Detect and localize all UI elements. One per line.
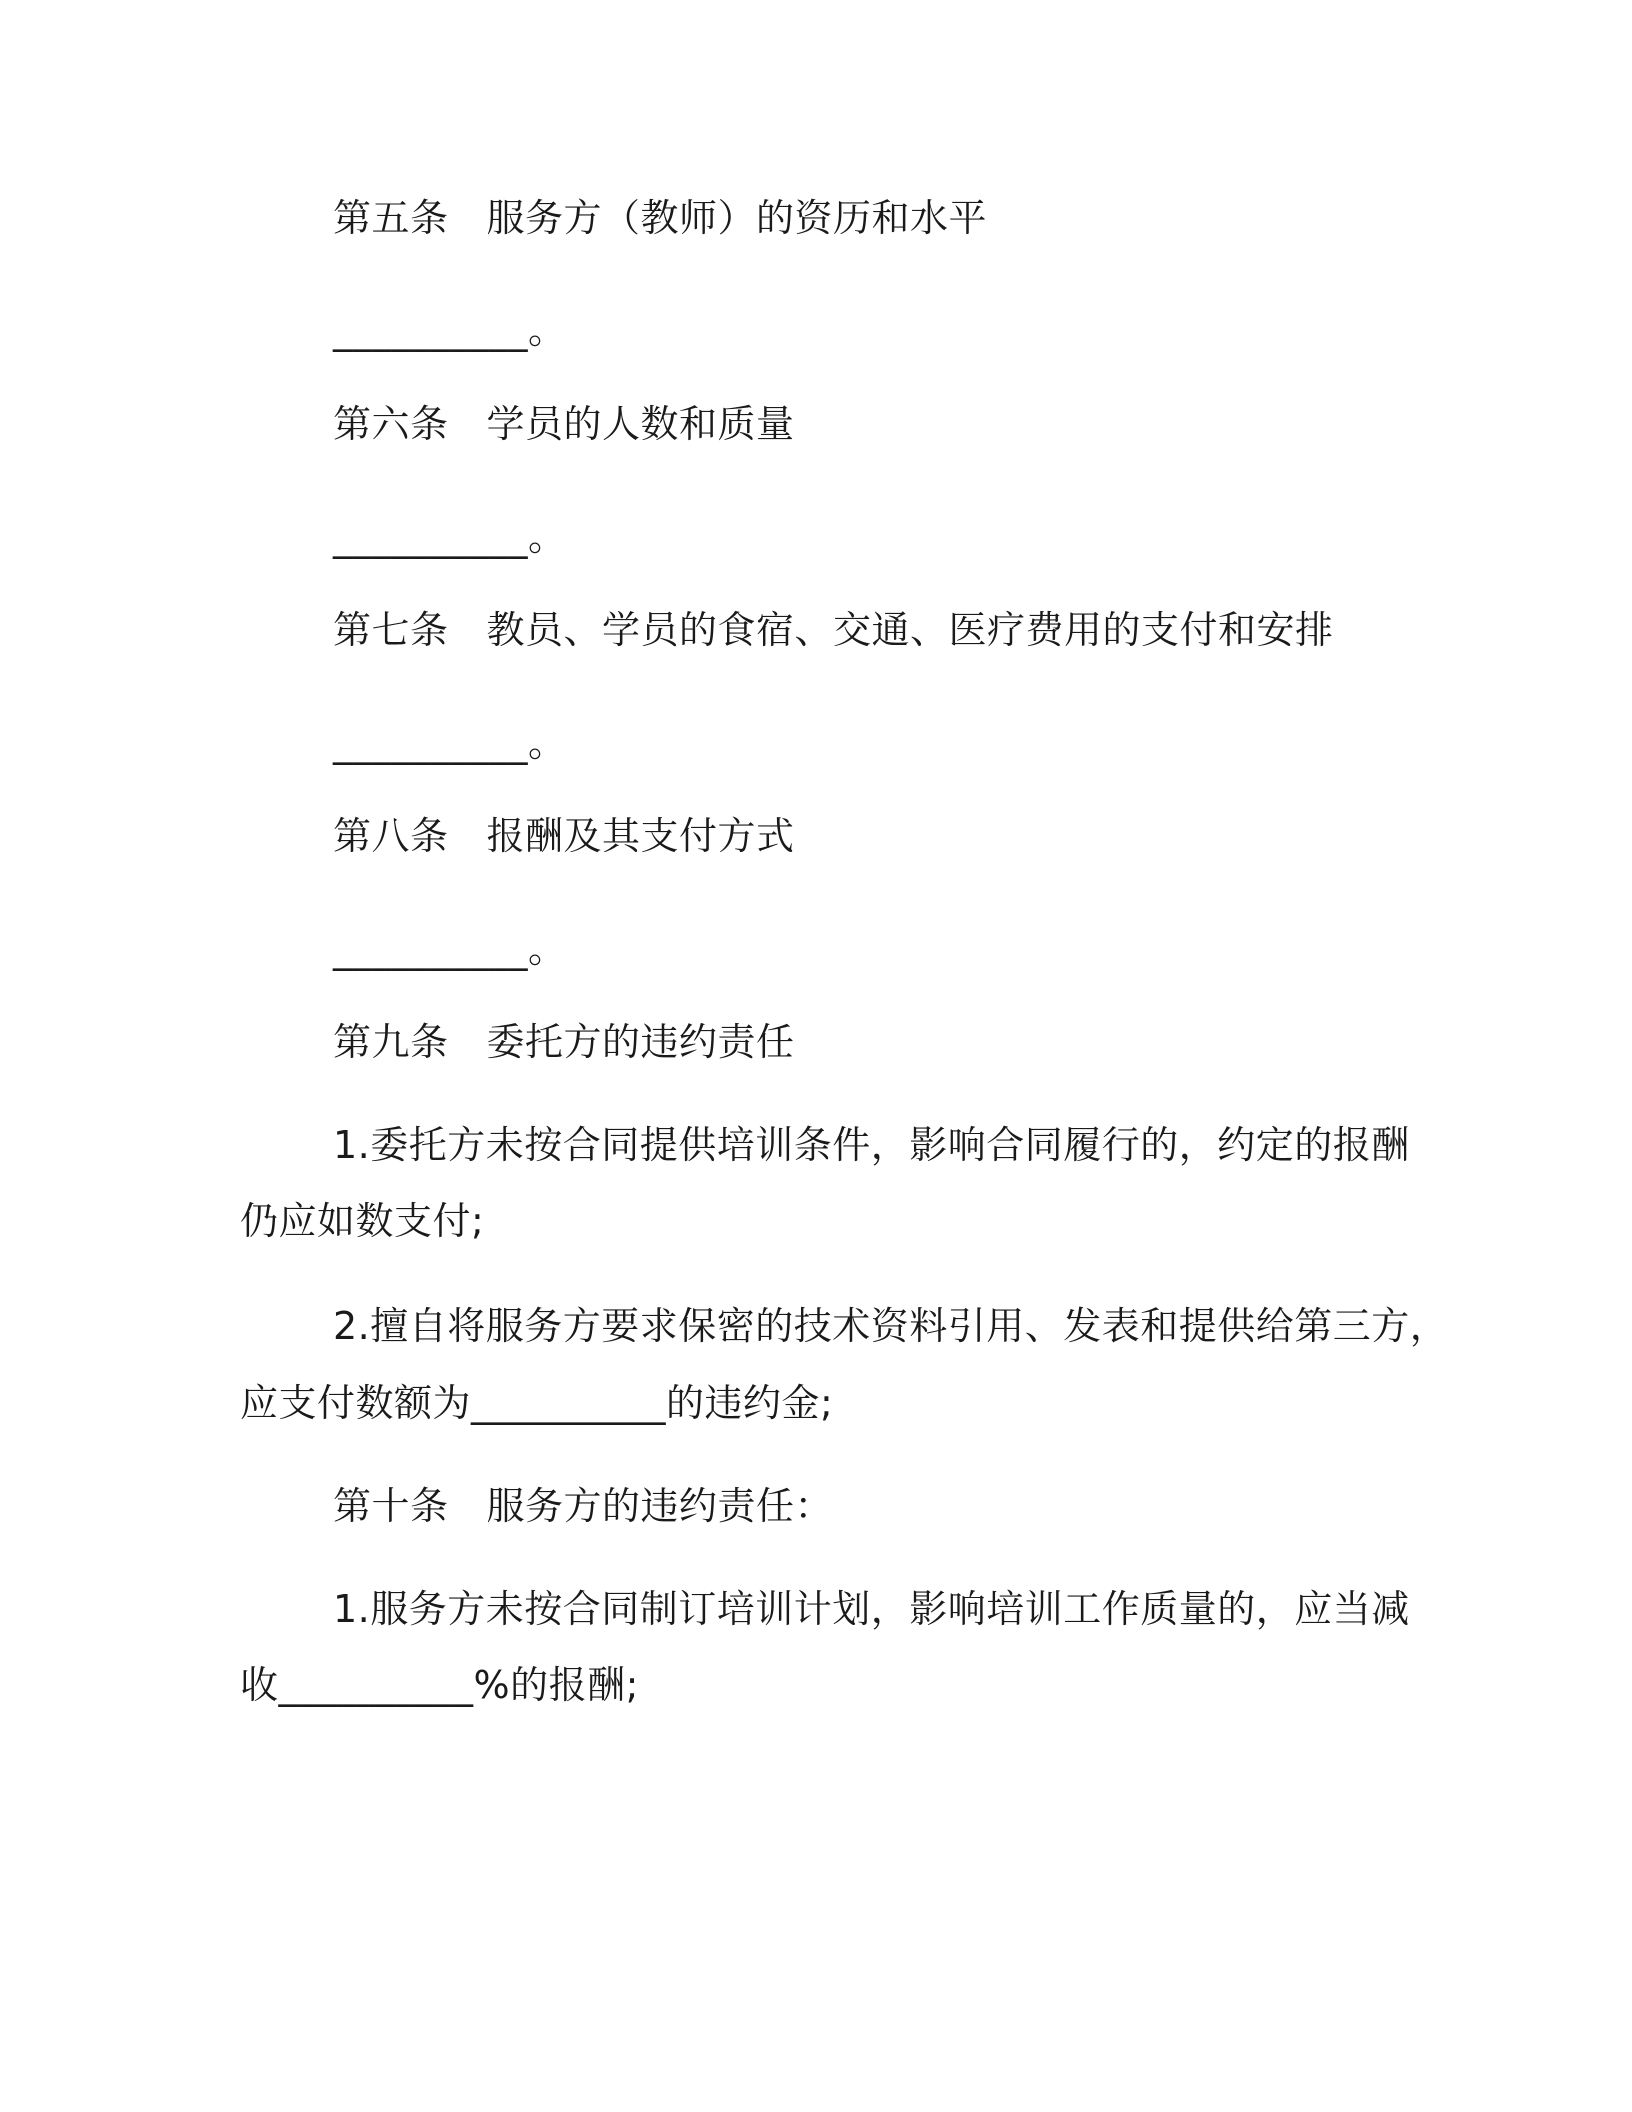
article-10-heading: [333, 1482, 833, 1530]
article-5-title: 服务方（教师）的资历和水平: [486, 196, 988, 240]
article-9-clause-2-line-2: 应支付数额为__________的违约金;: [240, 1381, 834, 1425]
article-7-title: 教员、学员的食宿、交通、医疗费用的支付和安排: [486, 608, 1334, 652]
article-5-heading: [333, 194, 987, 242]
article-10-number: 第十条: [333, 1484, 449, 1528]
article-9-clause-2-line-1: 2.擅自将服务方要求保密的技术资料引用、发表和提供给第三方，: [333, 1304, 1449, 1348]
article-9-clause-1-line-2: 仍应如数支付;: [240, 1199, 485, 1243]
article-6-title: 学员的人数和质量: [486, 402, 795, 446]
article-9-clause-1-line-1: 1.委托方未按合同提供培训条件，影响合同履行的，约定的报酬: [333, 1123, 1410, 1167]
article-8-blank: __________。: [333, 927, 567, 971]
article-6-blank: __________。: [333, 515, 567, 559]
article-6-heading: [333, 400, 795, 448]
article-8-number: 第八条: [333, 814, 449, 858]
article-7-blank: __________。: [333, 721, 567, 765]
article-10-title: 服务方的违约责任：: [486, 1484, 834, 1528]
article-9-heading: [333, 1018, 795, 1066]
article-7-number: 第七条: [333, 608, 449, 652]
article-9-number: 第九条: [333, 1020, 449, 1064]
article-5-blank: __________。: [333, 308, 567, 352]
article-10-clause-1-line-2: 收__________%的报酬;: [240, 1663, 639, 1707]
article-8-heading: [333, 812, 795, 860]
article-8-title: 报酬及其支付方式: [486, 814, 795, 858]
article-6-number: 第六条: [333, 402, 449, 446]
article-5-number: 第五条: [333, 196, 449, 240]
article-7-heading: [333, 606, 1334, 654]
article-9-title: 委托方的违约责任: [486, 1020, 795, 1064]
article-10-clause-1-line-1: 1.服务方未按合同制订培训计划，影响培训工作质量的，应当减: [333, 1587, 1410, 1631]
